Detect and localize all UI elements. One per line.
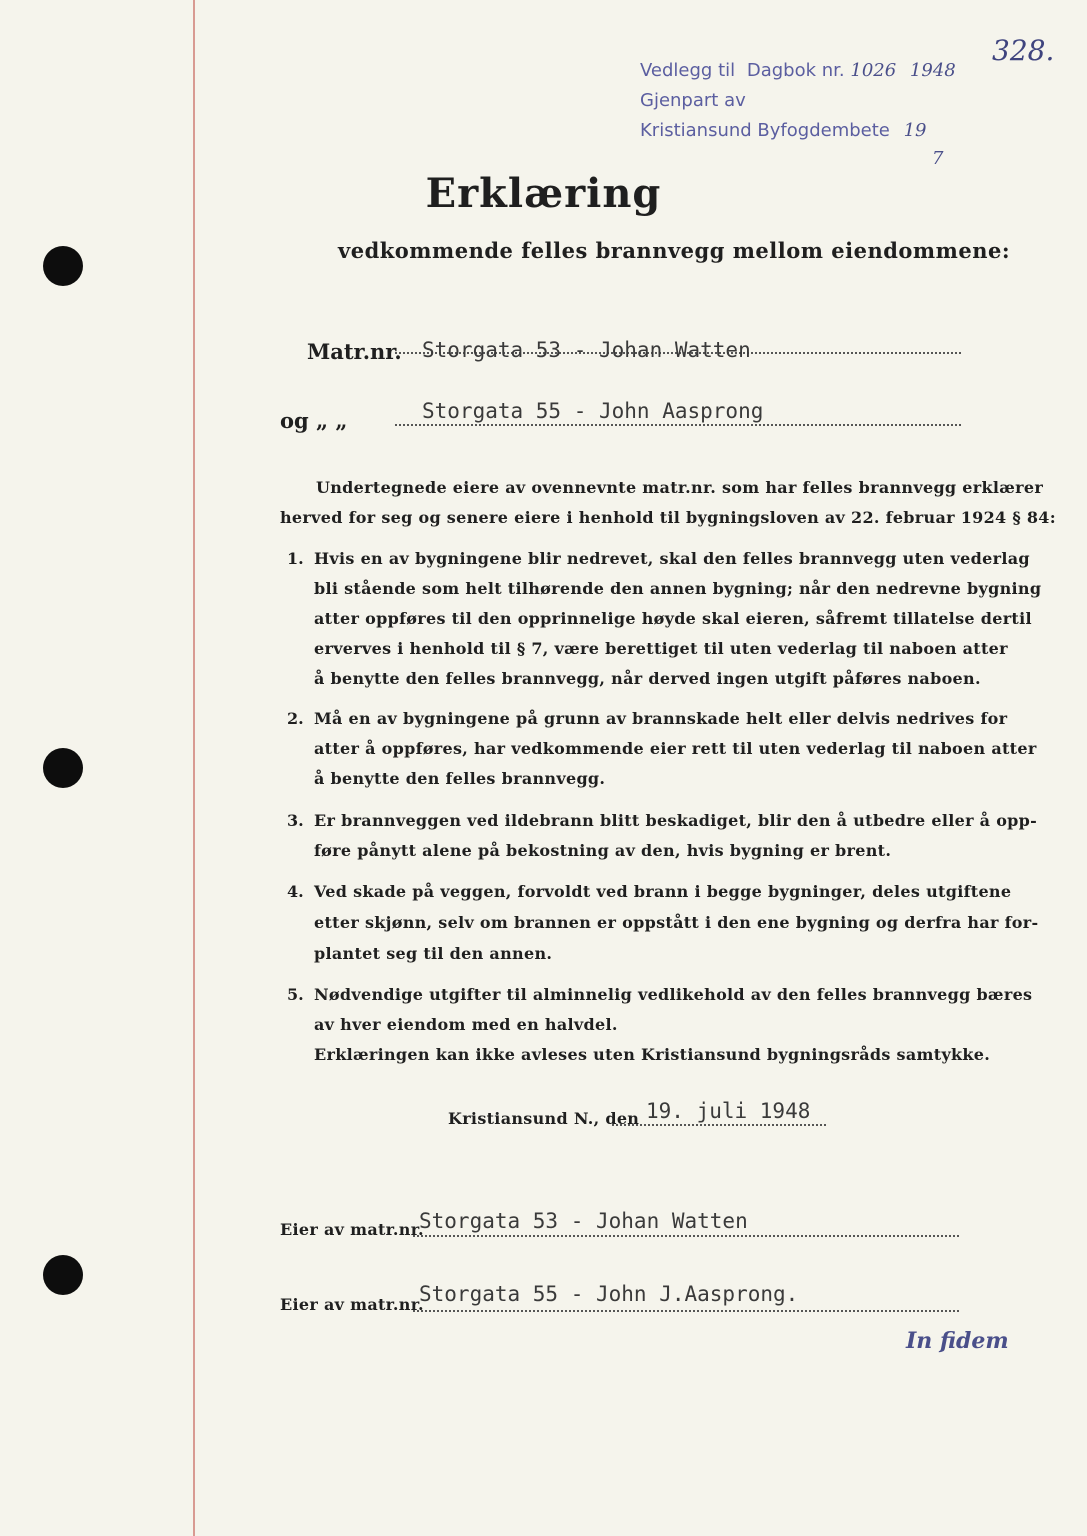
og-label: og „ „ bbox=[280, 408, 348, 433]
document-subtitle: vedkommende felles brannvegg mellom eiendommene: bbox=[338, 238, 1011, 263]
clause-1-line-1: Hvis en av bygningene blir nedrevet, skal den felles brannvegg uten vederlag bbox=[314, 549, 1030, 568]
in-fidem-signature: In fidem bbox=[906, 1328, 1009, 1354]
clause-4-line-2: etter skjønn, selv om brannen er oppstått i den ene bygning og derfra har for- bbox=[314, 913, 1039, 932]
document-title: Erklæring bbox=[425, 170, 662, 217]
page-number: 328. bbox=[992, 34, 1055, 67]
stamp-vedlegg: Vedlegg til bbox=[640, 60, 736, 81]
clause-5-line-1: Nødvendige utgifter til alminnelig vedlikehold av den felles brannvegg bæres bbox=[314, 985, 1033, 1004]
owner-1-label: Eier av matr.nr. bbox=[280, 1220, 424, 1239]
stamp-dagbok-label: Dagbok nr. bbox=[746, 60, 845, 81]
clause-2-number: 2. bbox=[287, 709, 304, 728]
registration-stamp bbox=[640, 56, 956, 169]
place-date-label: Kristiansund N., den bbox=[448, 1109, 640, 1128]
margin-line bbox=[193, 0, 195, 1536]
clause-3-number: 3. bbox=[287, 811, 304, 830]
matr-label: Matr.nr. bbox=[307, 339, 402, 364]
stamp-dagbok-number: 1026 bbox=[850, 60, 897, 81]
date-line bbox=[612, 1124, 826, 1126]
clause-2-line-2: atter å oppføres, har vedkommende eier rett til uten vederlag til naboen atter bbox=[314, 739, 1037, 758]
clause-1-line-2: bli stående som helt tilhørende den annen bygning; når den nedrevne bygning bbox=[314, 579, 1042, 598]
clause-5-number: 5. bbox=[287, 985, 304, 1004]
owner-1-line bbox=[413, 1235, 959, 1237]
clause-1-line-4: erverves i henhold til § 7, være berettiget til uten vederlag til naboen atter bbox=[314, 639, 1008, 658]
clause-1-number: 1. bbox=[287, 549, 304, 568]
clause-4-line-1: Ved skade på veggen, forvoldt ved brann i begge bygninger, deles utgiftene bbox=[314, 882, 1012, 901]
owner-2-label: Eier av matr.nr. bbox=[280, 1295, 424, 1314]
stamp-date-day: 19 bbox=[903, 120, 927, 141]
clause-1-line-3: atter oppføres til den opprinnelige høyde skal eieren, såfremt tillatelse dertil bbox=[314, 609, 1032, 628]
owner-2-line bbox=[413, 1310, 959, 1312]
clause-3-line-1: Er brannveggen ved ildebrann blitt beskadiget, blir den å utbedre eller å opp- bbox=[314, 811, 1038, 830]
intro-line-2: herved for seg og senere eiere i henhold til bygningsloven av 22. februar 1924 § 84: bbox=[280, 508, 1056, 527]
matr-value-2: Storgata 55 - John Aasprong bbox=[422, 399, 764, 423]
clause-3-line-2: føre pånytt alene på bekostning av den, hvis bygning er brent. bbox=[314, 841, 892, 860]
stamp-gjenpart: Gjenpart av bbox=[640, 90, 746, 111]
clause-2-line-1: Må en av bygningene på grunn av brannskade helt eller delvis nedrives for bbox=[314, 709, 1008, 728]
clause-2-line-3: å benytte den felles brannvegg. bbox=[314, 769, 606, 788]
clause-4-number: 4. bbox=[287, 882, 304, 901]
stamp-office: Kristiansund Byfogdembete bbox=[640, 120, 890, 141]
clause-5-line-2: av hver eiendom med en halvdel. bbox=[314, 1015, 618, 1034]
punch-hole-middle bbox=[43, 748, 83, 788]
date-value: 19. juli 1948 bbox=[646, 1099, 811, 1123]
matr-value-1: Storgata 53 - Johan Watten bbox=[422, 338, 751, 362]
punch-hole-bottom bbox=[43, 1255, 83, 1295]
owner-2-value: Storgata 55 - John J.Aasprong. bbox=[419, 1282, 799, 1306]
clause-5-line-3: Erklæringen kan ikke avleses uten Kristiansund bygningsråds samtykke. bbox=[314, 1045, 991, 1064]
clause-1-line-5: å benytte den felles brannvegg, når derved ingen utgift påføres naboen. bbox=[314, 669, 981, 688]
stamp-date-month: 7 bbox=[932, 148, 944, 169]
stamp-year: 1948 bbox=[909, 60, 956, 81]
clause-4-line-3: plantet seg til den annen. bbox=[314, 944, 553, 963]
intro-line-1: Undertegnede eiere av ovennevnte matr.nr. som har felles brannvegg erklærer bbox=[316, 478, 1044, 497]
matr-line-2 bbox=[395, 424, 961, 426]
punch-hole-top bbox=[43, 246, 83, 286]
owner-1-value: Storgata 53 - Johan Watten bbox=[419, 1209, 748, 1233]
